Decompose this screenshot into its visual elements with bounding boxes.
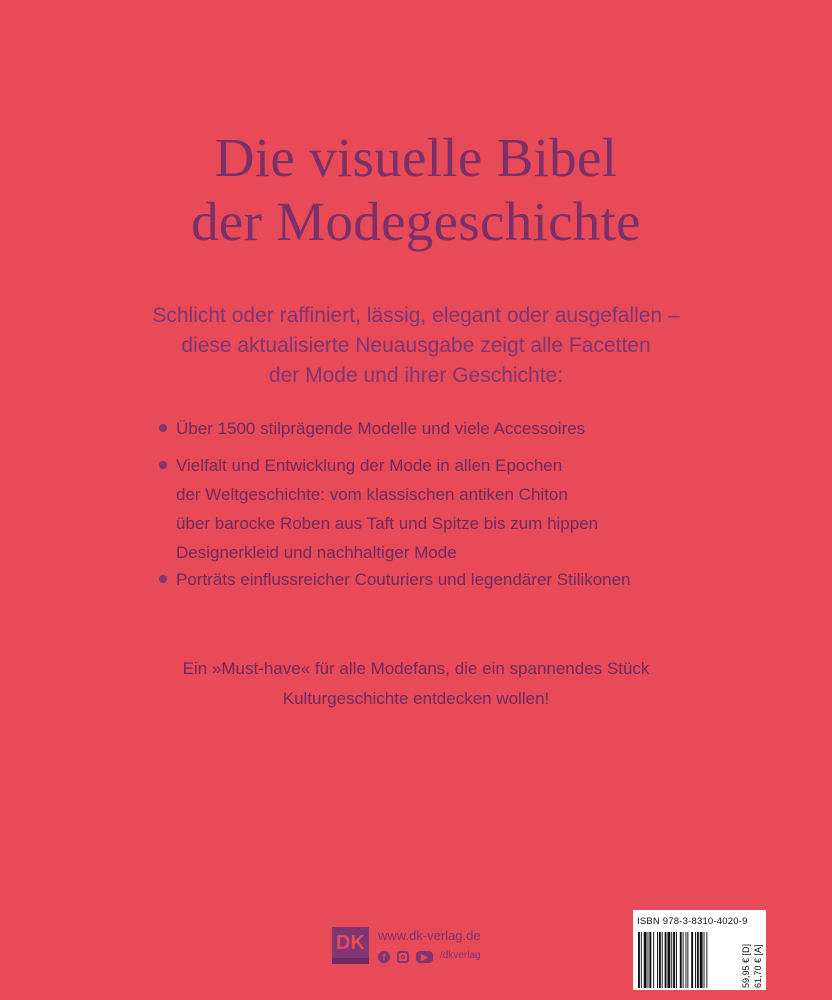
barcode-bar: [691, 932, 693, 988]
feature-text-line: über barocke Roben aus Taft und Spitze bis zum hippen: [176, 514, 599, 533]
bullet-dot-icon: [159, 575, 167, 583]
barcode-bar: [644, 932, 647, 988]
barcode-bar: [659, 932, 661, 988]
title-line-1: Die visuelle Bibel: [214, 127, 618, 188]
barcode-bar: [653, 932, 654, 988]
intro-line-2: diese aktualisierte Neuausgabe zeigt alle Facetten: [181, 334, 651, 357]
barcode-bar: [697, 932, 699, 988]
dk-logo-text: DK: [336, 932, 365, 954]
feature-item: [176, 414, 585, 443]
barcode-bar: [700, 932, 703, 988]
facebook-icon[interactable]: f: [378, 951, 390, 963]
feature-text-line: Porträts einflussreicher Couturiers und legendärer Stilikonen: [176, 570, 631, 589]
closing-line-1: Ein »Must-have« für alle Modefans, die ein spannendes Stück: [182, 659, 650, 678]
cover-title: [0, 126, 832, 254]
price-de: 59,95 € [D]: [741, 943, 751, 988]
feature-text-line: Designerkleid und nachhaltiger Mode: [176, 543, 457, 562]
instagram-icon[interactable]: [397, 951, 409, 963]
dk-logo: [332, 927, 369, 964]
feature-text-line: der Weltgeschichte: vom klassischen antiken Chiton: [176, 485, 568, 504]
barcode-bar: [665, 932, 667, 988]
barcode-bar: [706, 932, 707, 988]
barcode-label: [633, 910, 766, 990]
barcode-bar: [648, 932, 649, 988]
title-line-2: der Modegeschichte: [191, 191, 641, 252]
bullet-dot-icon: [159, 461, 167, 469]
barcode-bar: [657, 932, 658, 988]
dk-logo-fold: [332, 958, 369, 964]
youtube-icon[interactable]: ▶: [416, 951, 433, 963]
social-handle: /dkverlag: [440, 950, 481, 961]
feature-item: [176, 451, 598, 567]
barcode-bar: [683, 932, 684, 988]
closing-line-2: Kulturgeschichte entdecken wollen!: [282, 689, 550, 708]
barcode-bar: [671, 932, 672, 988]
feature-text-line: Über 1500 stilprägende Modelle und viele Accessoires: [176, 419, 586, 438]
intro-line-3: der Mode und ihrer Geschichte:: [268, 364, 564, 387]
closing-paragraph: [0, 654, 832, 714]
barcode-bar: [673, 932, 675, 988]
feature-text-line: Vielfalt und Entwicklung der Mode in allen Epochen: [176, 456, 563, 475]
isbn-number: ISBN 978-3-8310-4020-9: [637, 916, 748, 927]
price-at: 61,70 € [A]: [753, 944, 763, 988]
barcode-bar: [687, 932, 688, 988]
bullet-dot-icon: [159, 424, 167, 432]
barcode-bar: [704, 932, 705, 988]
barcode-bar: [686, 932, 687, 988]
barcode-bar: [649, 932, 651, 988]
intro-line-1: Schlicht oder raffiniert, lässig, elegant oder ausgefallen –: [152, 304, 680, 327]
barcode-bar: [641, 932, 642, 988]
intro-paragraph: [0, 301, 832, 391]
barcode-bar: [695, 932, 696, 988]
barcode-bar: [676, 932, 677, 988]
feature-item: [176, 565, 631, 594]
barcode-bar: [662, 932, 663, 988]
barcode-bar: [680, 932, 682, 988]
barcode-bar: [667, 932, 670, 988]
barcode-bar: [638, 932, 640, 988]
price-block: [739, 930, 765, 990]
barcode-image: [637, 932, 741, 988]
publisher-url-link[interactable]: www.dk-verlag.de: [378, 928, 481, 943]
